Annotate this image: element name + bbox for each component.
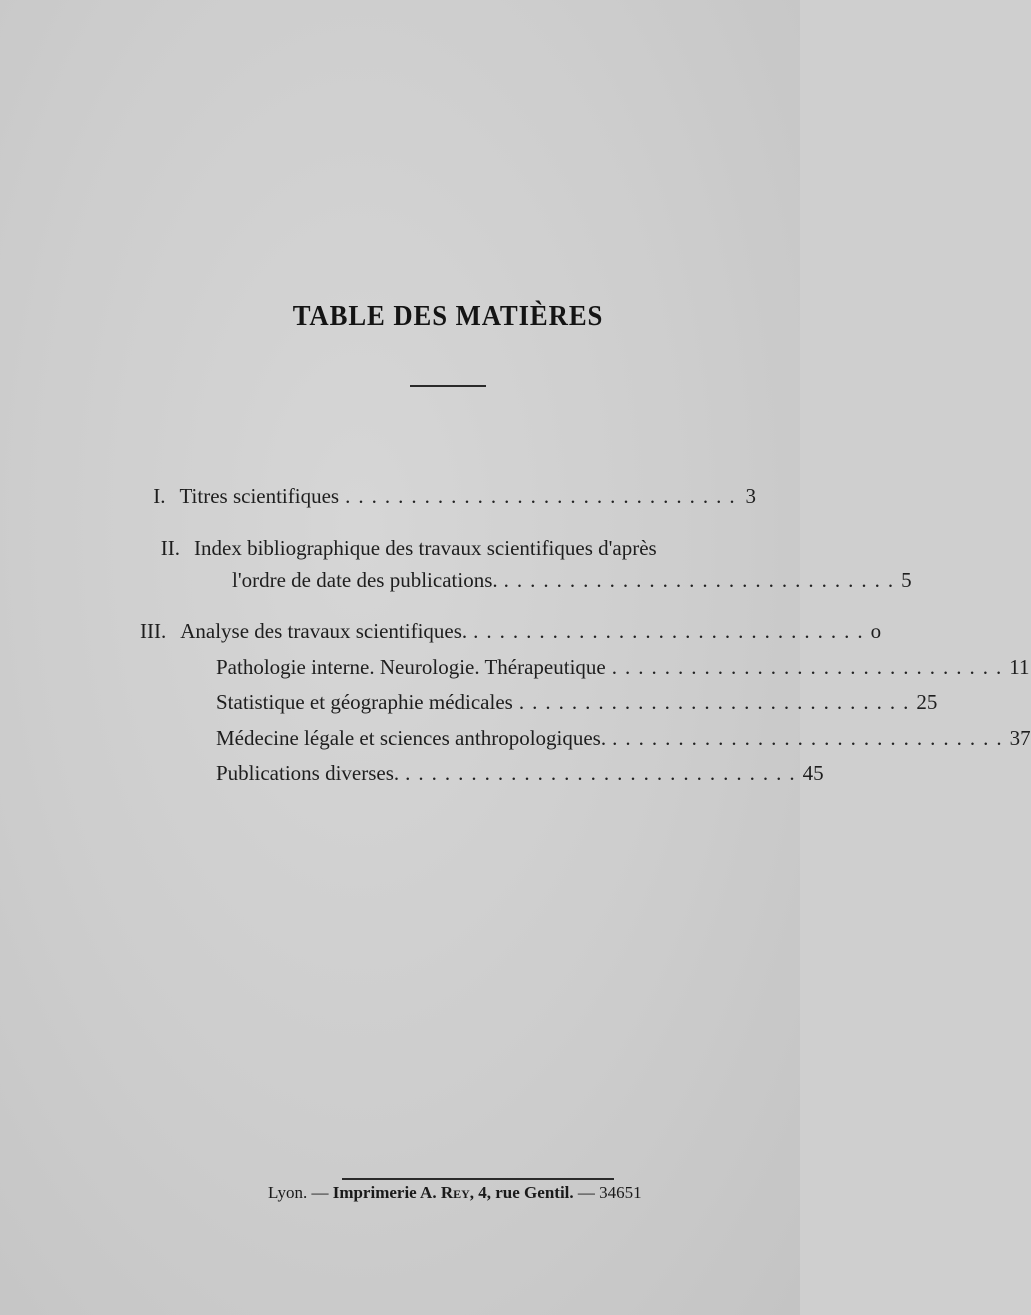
toc-entry-text-continued: l'ordre de date des publications. xyxy=(232,568,498,592)
toc-page-number: 45 xyxy=(802,761,824,785)
imprint-dash: — xyxy=(311,1183,329,1202)
dot-leader: .............................. xyxy=(405,761,803,785)
imprint-dash: — xyxy=(577,1183,595,1202)
title-rule xyxy=(410,385,486,387)
imprint-printer-name: Rey, xyxy=(440,1183,475,1202)
toc-entry-text: Analyse des travaux scientifiques. xyxy=(180,619,468,643)
toc-page-number: 3 xyxy=(745,484,756,508)
toc-entry-text: Index bibliographique des travaux scientifiques d'après xyxy=(194,536,657,560)
imprint-address: 4, rue Gentil. xyxy=(478,1183,574,1202)
dot-leader: .............................. xyxy=(611,655,1010,679)
toc-sub-entry-text: Publications diverses. xyxy=(216,761,400,785)
toc-page-number: 37 xyxy=(1009,726,1031,750)
toc-sub-entry-text: Médecine légale et sciences anthropologiques. xyxy=(216,726,607,750)
toc-entry-text: Titres scientifiques xyxy=(179,484,340,508)
page-title: TABLE DES MATIÈRES xyxy=(292,300,604,332)
imprint-city: Lyon. xyxy=(268,1183,308,1202)
imprint-code: 34651 xyxy=(599,1183,642,1202)
toc-sub-entry-1 xyxy=(216,654,1030,680)
dot-leader: .............................. xyxy=(518,690,917,714)
printer-imprint xyxy=(268,1183,642,1203)
toc-entry-3 xyxy=(140,618,882,644)
toc-page-number: 25 xyxy=(916,690,938,714)
toc-sub-entry-text: Pathologie interne. Neurologie. Thérapeutique xyxy=(216,655,606,679)
dot-leader: .............................. xyxy=(503,568,902,592)
dot-leader: .............................. xyxy=(473,619,871,643)
toc-entry-number: III. xyxy=(140,619,167,643)
dot-leader: .............................. xyxy=(612,726,1010,750)
footer-rule xyxy=(342,1178,614,1180)
toc-entry-number: I. xyxy=(153,484,166,508)
toc-entry-2-line-2 xyxy=(232,567,912,593)
toc-sub-entry-4 xyxy=(216,760,824,786)
toc-sub-entry-2 xyxy=(216,689,938,715)
toc-entry-2-line-1 xyxy=(150,535,657,561)
dot-leader: .............................. xyxy=(345,484,743,508)
toc-entry-1 xyxy=(150,483,756,509)
toc-page-number: 11 xyxy=(1009,655,1030,679)
imprint-printer-prefix: Imprimerie A. xyxy=(332,1183,437,1202)
toc-entry-number: II. xyxy=(160,536,180,560)
toc-page-number: o xyxy=(870,619,882,643)
toc-sub-entry-text: Statistique et géographie médicales xyxy=(216,690,513,714)
toc-page-number: 5 xyxy=(901,568,912,592)
toc-sub-entry-3 xyxy=(216,725,1031,751)
